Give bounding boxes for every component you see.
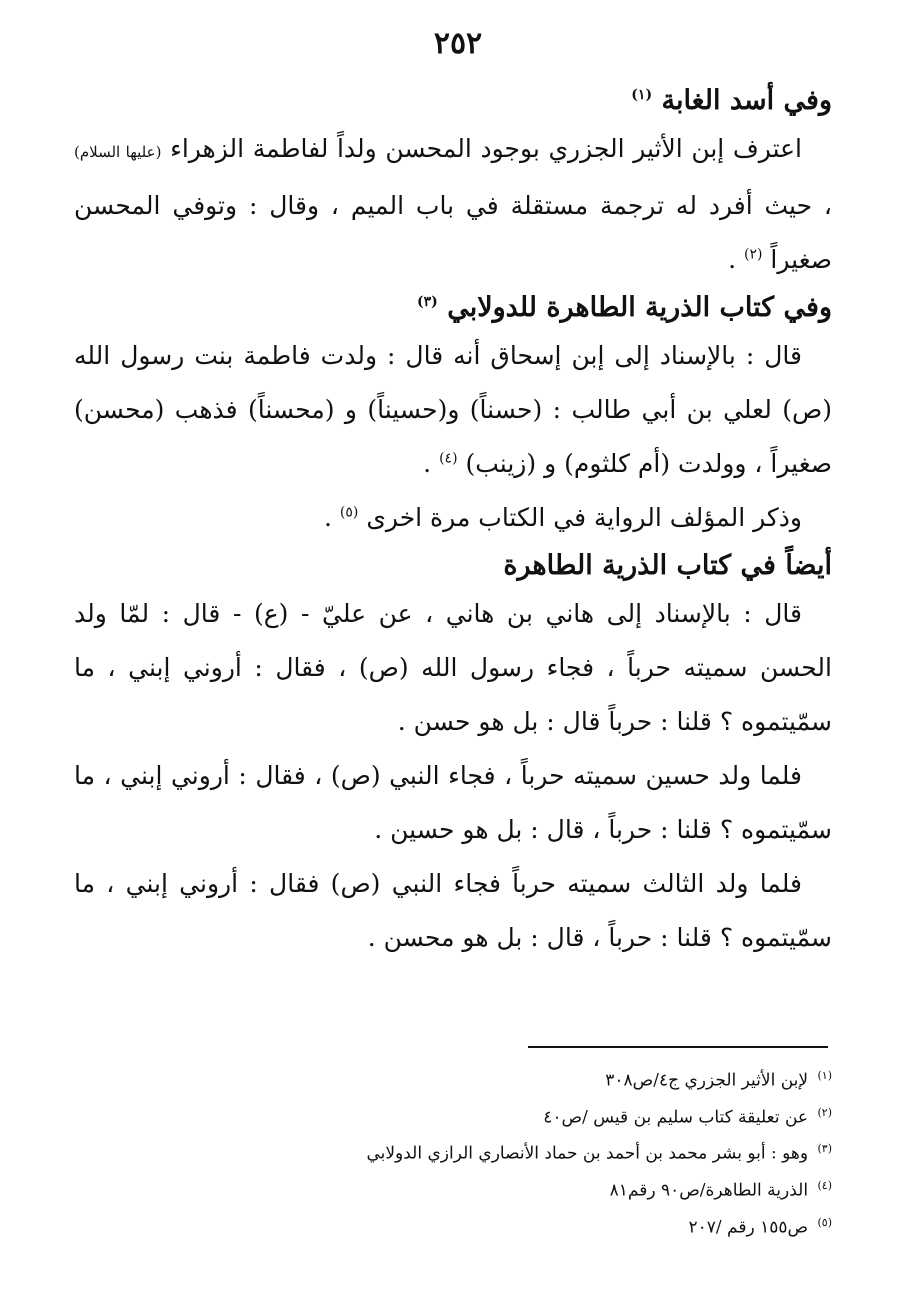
paragraph-text: وذكر المؤلف الرواية في الكتاب مرة اخرى: [366, 503, 802, 532]
paragraph-text: اعترف إبن الأثير الجزري بوجود المحسن ولداً لفاطمة الزهراء: [170, 134, 802, 163]
main-text: [74, 80, 832, 965]
footnotes: [74, 1060, 832, 1243]
paragraph-end: .: [324, 503, 332, 532]
section-heading-dhurriya-dulabi: [74, 287, 832, 329]
paragraph: فلما ولد الثالث سميته حرباً فجاء النبي (ص) فقال : أروني إبني ، ما سمّيتموه ؟ قلنا : حرباً ، قال : بل هو محسن .: [74, 869, 832, 952]
footnote-number: (٣): [817, 1142, 832, 1156]
paragraph-end: .: [728, 245, 737, 274]
paragraph: قال : بالإسناد إلى هاني بن هاني ، عن عليّ - (ع) - قال : لمّا ولد الحسن سميته حرباً ، فجاء رسول الله (ص) ، فقال : أروني إبني ، ما سمّيتموه ؟ قلنا : حرباً قال : بل هو حسن .: [74, 599, 832, 736]
paragraph-text: ، حيث أفرد له ترجمة مستقلة في باب الميم ، وقال : وتوفي المحسن صغيراً: [74, 191, 832, 274]
heading-text: أيضاً في كتاب الذرية الطاهرة: [503, 550, 832, 581]
footnote-ref: (٣): [417, 294, 438, 310]
paragraph: [74, 122, 832, 287]
footnote-ref: (١): [631, 87, 653, 103]
footnote-number: (٥): [817, 1215, 832, 1229]
footnote: [74, 1060, 832, 1097]
section-heading-usd-al-ghaba: [74, 80, 832, 122]
paragraph-end: .: [423, 449, 432, 478]
footnote-text: وهو : أبو بشر محمد بن أحمد بن حماد الأنصاري الرازي الدولابي: [366, 1143, 809, 1164]
paragraph: [74, 491, 832, 545]
footnote-text: الذرية الطاهرة/ص٩٠ رقم٨١: [609, 1180, 809, 1201]
footnote-ref: (٤): [439, 450, 458, 467]
heading-text: وفي كتاب الذرية الطاهرة للدولابي: [447, 292, 832, 323]
footnote: [74, 1170, 832, 1207]
footnote: [74, 1097, 832, 1134]
section-heading-dhurriya-again: [74, 545, 832, 587]
footnote: [74, 1207, 832, 1244]
footnote-number: (٤): [817, 1178, 832, 1192]
honorific-text: (عليها السلام): [74, 143, 162, 161]
paragraph-text: قال : بالإسناد إلى إبن إسحاق أنه قال : ولدت فاطمة بنت رسول الله (ص) لعلي بن أبي طالب : (حسناً) و(حسيناً) و (محسناً) فذهب (محسن) صغيراً ، وولدت (أم كلثوم) و (زينب): [74, 341, 832, 478]
paragraph: فلما ولد حسين سميته حرباً ، فجاء النبي (ص) ، فقال : أروني إبني ، ما سمّيتموه ؟ قلنا : حرباً ، قال : بل هو حسين .: [74, 761, 832, 844]
footnote-ref: (٥): [339, 504, 359, 521]
footnote-divider: [528, 1046, 828, 1048]
footnote-number: (١): [817, 1069, 832, 1082]
footnote: [74, 1133, 832, 1170]
footnote-ref: (٢): [744, 246, 763, 263]
footnote-number: (٢): [817, 1105, 832, 1119]
footnote-text: عن تعليقة كتاب سليم بن قيس /ص٤٠: [543, 1107, 809, 1128]
paragraph: [74, 329, 832, 491]
page-number: ٢٥٢: [433, 26, 483, 61]
footnote-text: ص١٥٥ رقم /٢٠٧: [688, 1217, 809, 1238]
footnote-text: لإبن الأثير الجزري ج٤/ص٣٠٨: [605, 1070, 809, 1091]
heading-text: وفي أسد الغابة: [661, 85, 832, 116]
